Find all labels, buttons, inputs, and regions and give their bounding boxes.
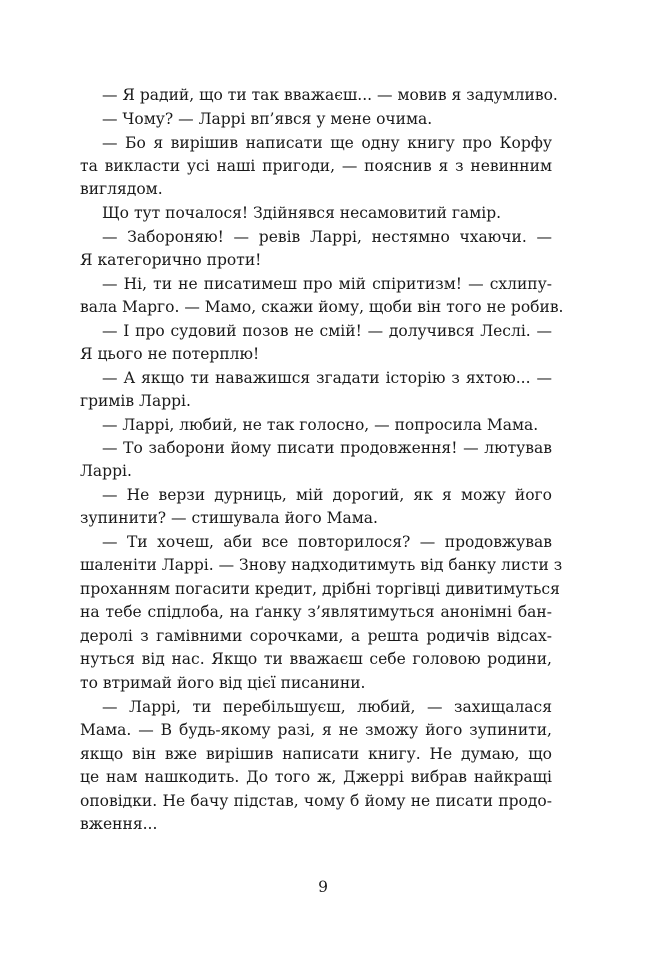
text-line: нуться від нас. Якщо ти вважаєш себе головою родини,: [80, 650, 552, 668]
text-line: Мама. — В будь-якому разі, я не зможу його зупинити,: [80, 721, 552, 739]
text-line: — То заборони йому писати продовження! — лютував: [102, 439, 552, 457]
text-line: це нам нашкодить. До того ж, Джеррі вибрав найкращі: [80, 768, 552, 786]
text-line: вала Марго. — Мамо, скажи йому, щоби він того не робив.: [80, 298, 564, 316]
text-line: оповідки. Не бачу підстав, чому б йому не писати продо-: [80, 792, 552, 810]
text-line: Я категорично проти!: [80, 251, 262, 269]
text-line: гримів Ларрі.: [80, 392, 191, 410]
text-line: — Ні, ти не писатимеш про мій спіритизм! — схлипу-: [102, 275, 552, 293]
text-line: — Бо я вирішив написати ще одну книгу про Корфу: [102, 134, 552, 152]
text-line: то втримай його від цієї писанини.: [80, 674, 366, 692]
text-line: — Я радий, що ти так вважаєш... — мовив я задумливо.: [102, 86, 558, 104]
text-line: на тебе спідлоба, на ґанку з’являтимуться анонімні бан-: [80, 603, 552, 621]
text-line: Ларрі.: [80, 462, 132, 480]
text-line: шаленіти Ларрі. — Знову надходитимуть від банку листи з: [80, 556, 563, 574]
text-line: — Ти хочеш, аби все повторилося? — продовжував: [102, 533, 552, 551]
text-line: виглядом.: [80, 180, 163, 198]
text-line: Я цього не потерплю!: [80, 345, 260, 363]
text-line: — Забороняю! — ревів Ларрі, нестямно чхаючи. —: [102, 228, 552, 246]
text-line: — Чому? — Ларрі вп’явся у мене очима.: [102, 110, 433, 128]
text-line: вження...: [80, 815, 158, 833]
text-line: — Ларрі, любий, не так голосно, — попросила Мама.: [102, 416, 539, 434]
text-line: Що тут почалося! Здійнявся несамовитий гамір.: [102, 204, 502, 222]
text-line: деролі з гамівними сорочками, а решта родичів відсах-: [80, 627, 552, 645]
page-number: 9: [318, 878, 328, 896]
text-line: зупинити? — стишувала його Мама.: [80, 509, 378, 527]
text-line: — Ларрі, ти перебільшуєш, любий, — захищалася: [102, 698, 552, 716]
text-line: — Не верзи дурниць, мій дорогий, як я можу його: [102, 486, 552, 504]
text-line: — А якщо ти наважишся згадати історію з яхтою... —: [102, 369, 552, 387]
text-line: проханням погасити кредит, дрібні торгівці дивитимуться: [80, 580, 560, 598]
text-line: якщо він вже вирішив написати книгу. Не думаю, що: [80, 745, 552, 763]
text-line: — І про судовий позов не смій! — долучився Леслі. —: [102, 322, 552, 340]
text-line: та викласти усі наші пригоди, — пояснив я з невинним: [80, 157, 552, 175]
